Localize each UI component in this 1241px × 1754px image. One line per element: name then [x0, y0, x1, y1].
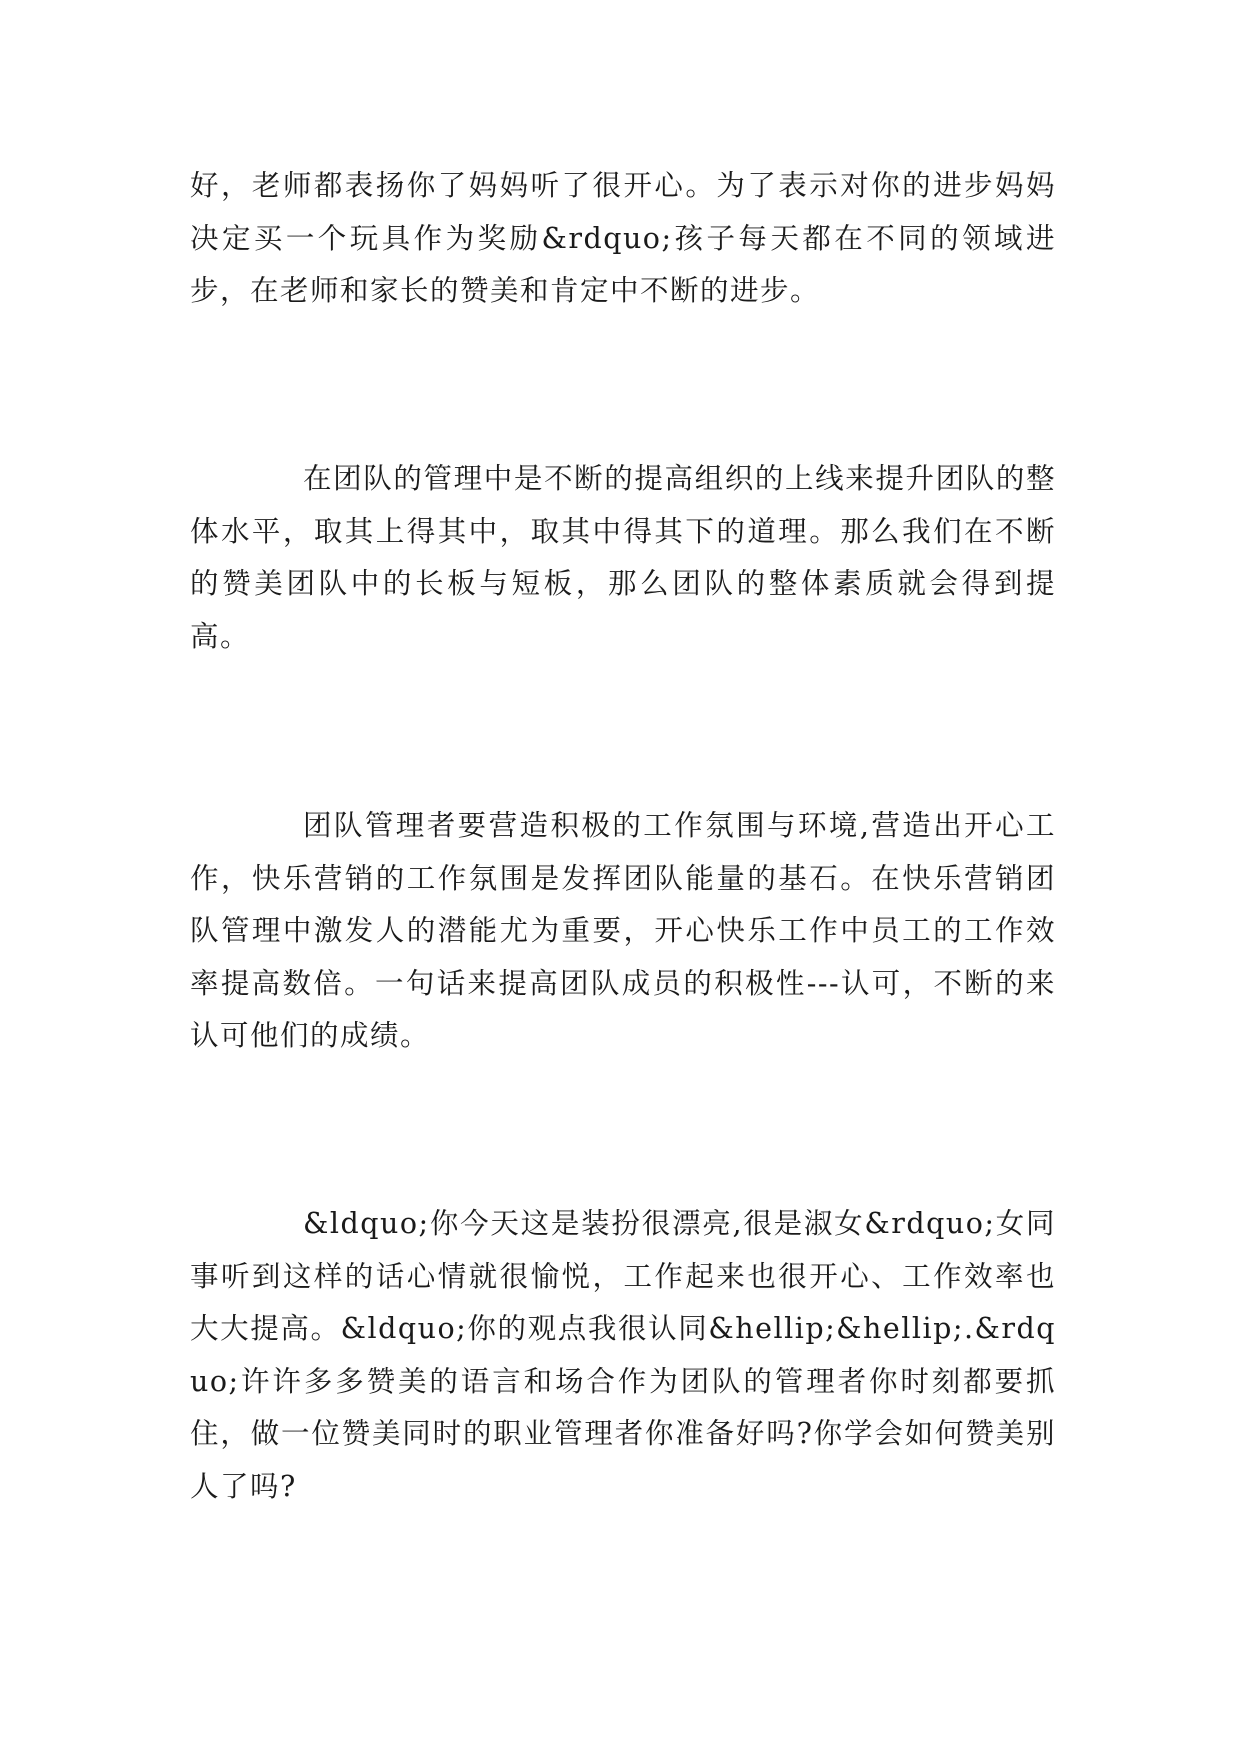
paragraph-1: 好，老师都表扬你了妈妈听了很开心。为了表示对你的进步妈妈决定买一个玩具作为奖励&rdquo;孩子每天都在不同的领域进步，在老师和家长的赞美和肯定中不断的进步。 [190, 169, 1056, 307]
paragraph-3: 团队管理者要营造积极的工作氛围与环境,营造出开心工作，快乐营销的工作氛围是发挥团队能量的基石。在快乐营销团队管理中激发人的潜能尤为重要，开心快乐工作中员工的工作效率提高数倍。一句话来提高团队成员的积极性---认可，不断的来认可他们的成绩。 [190, 809, 1056, 1052]
paragraph-2: 在团队的管理中是不断的提高组织的上线来提升团队的整体水平，取其上得其中，取其中得其下的道理。那么我们在不断的赞美团队中的长板与短板，那么团队的整体素质就会得到提高。 [190, 462, 1056, 653]
paragraph-4: &ldquo;你今天这是装扮很漂亮,很是淑女&rdquo;女同事听到这样的话心情就很愉悦，工作起来也很开心、工作效率也大大提高。&ldquo;你的观点我很认同&hellip;&hellip;.&rdquo;许许多多赞美的语言和场合作为团队的管理者你时刻都要抓住，做一位赞美同时的职业管理者你准备好吗?你学会如何赞美别人了吗? [190, 1207, 1056, 1503]
